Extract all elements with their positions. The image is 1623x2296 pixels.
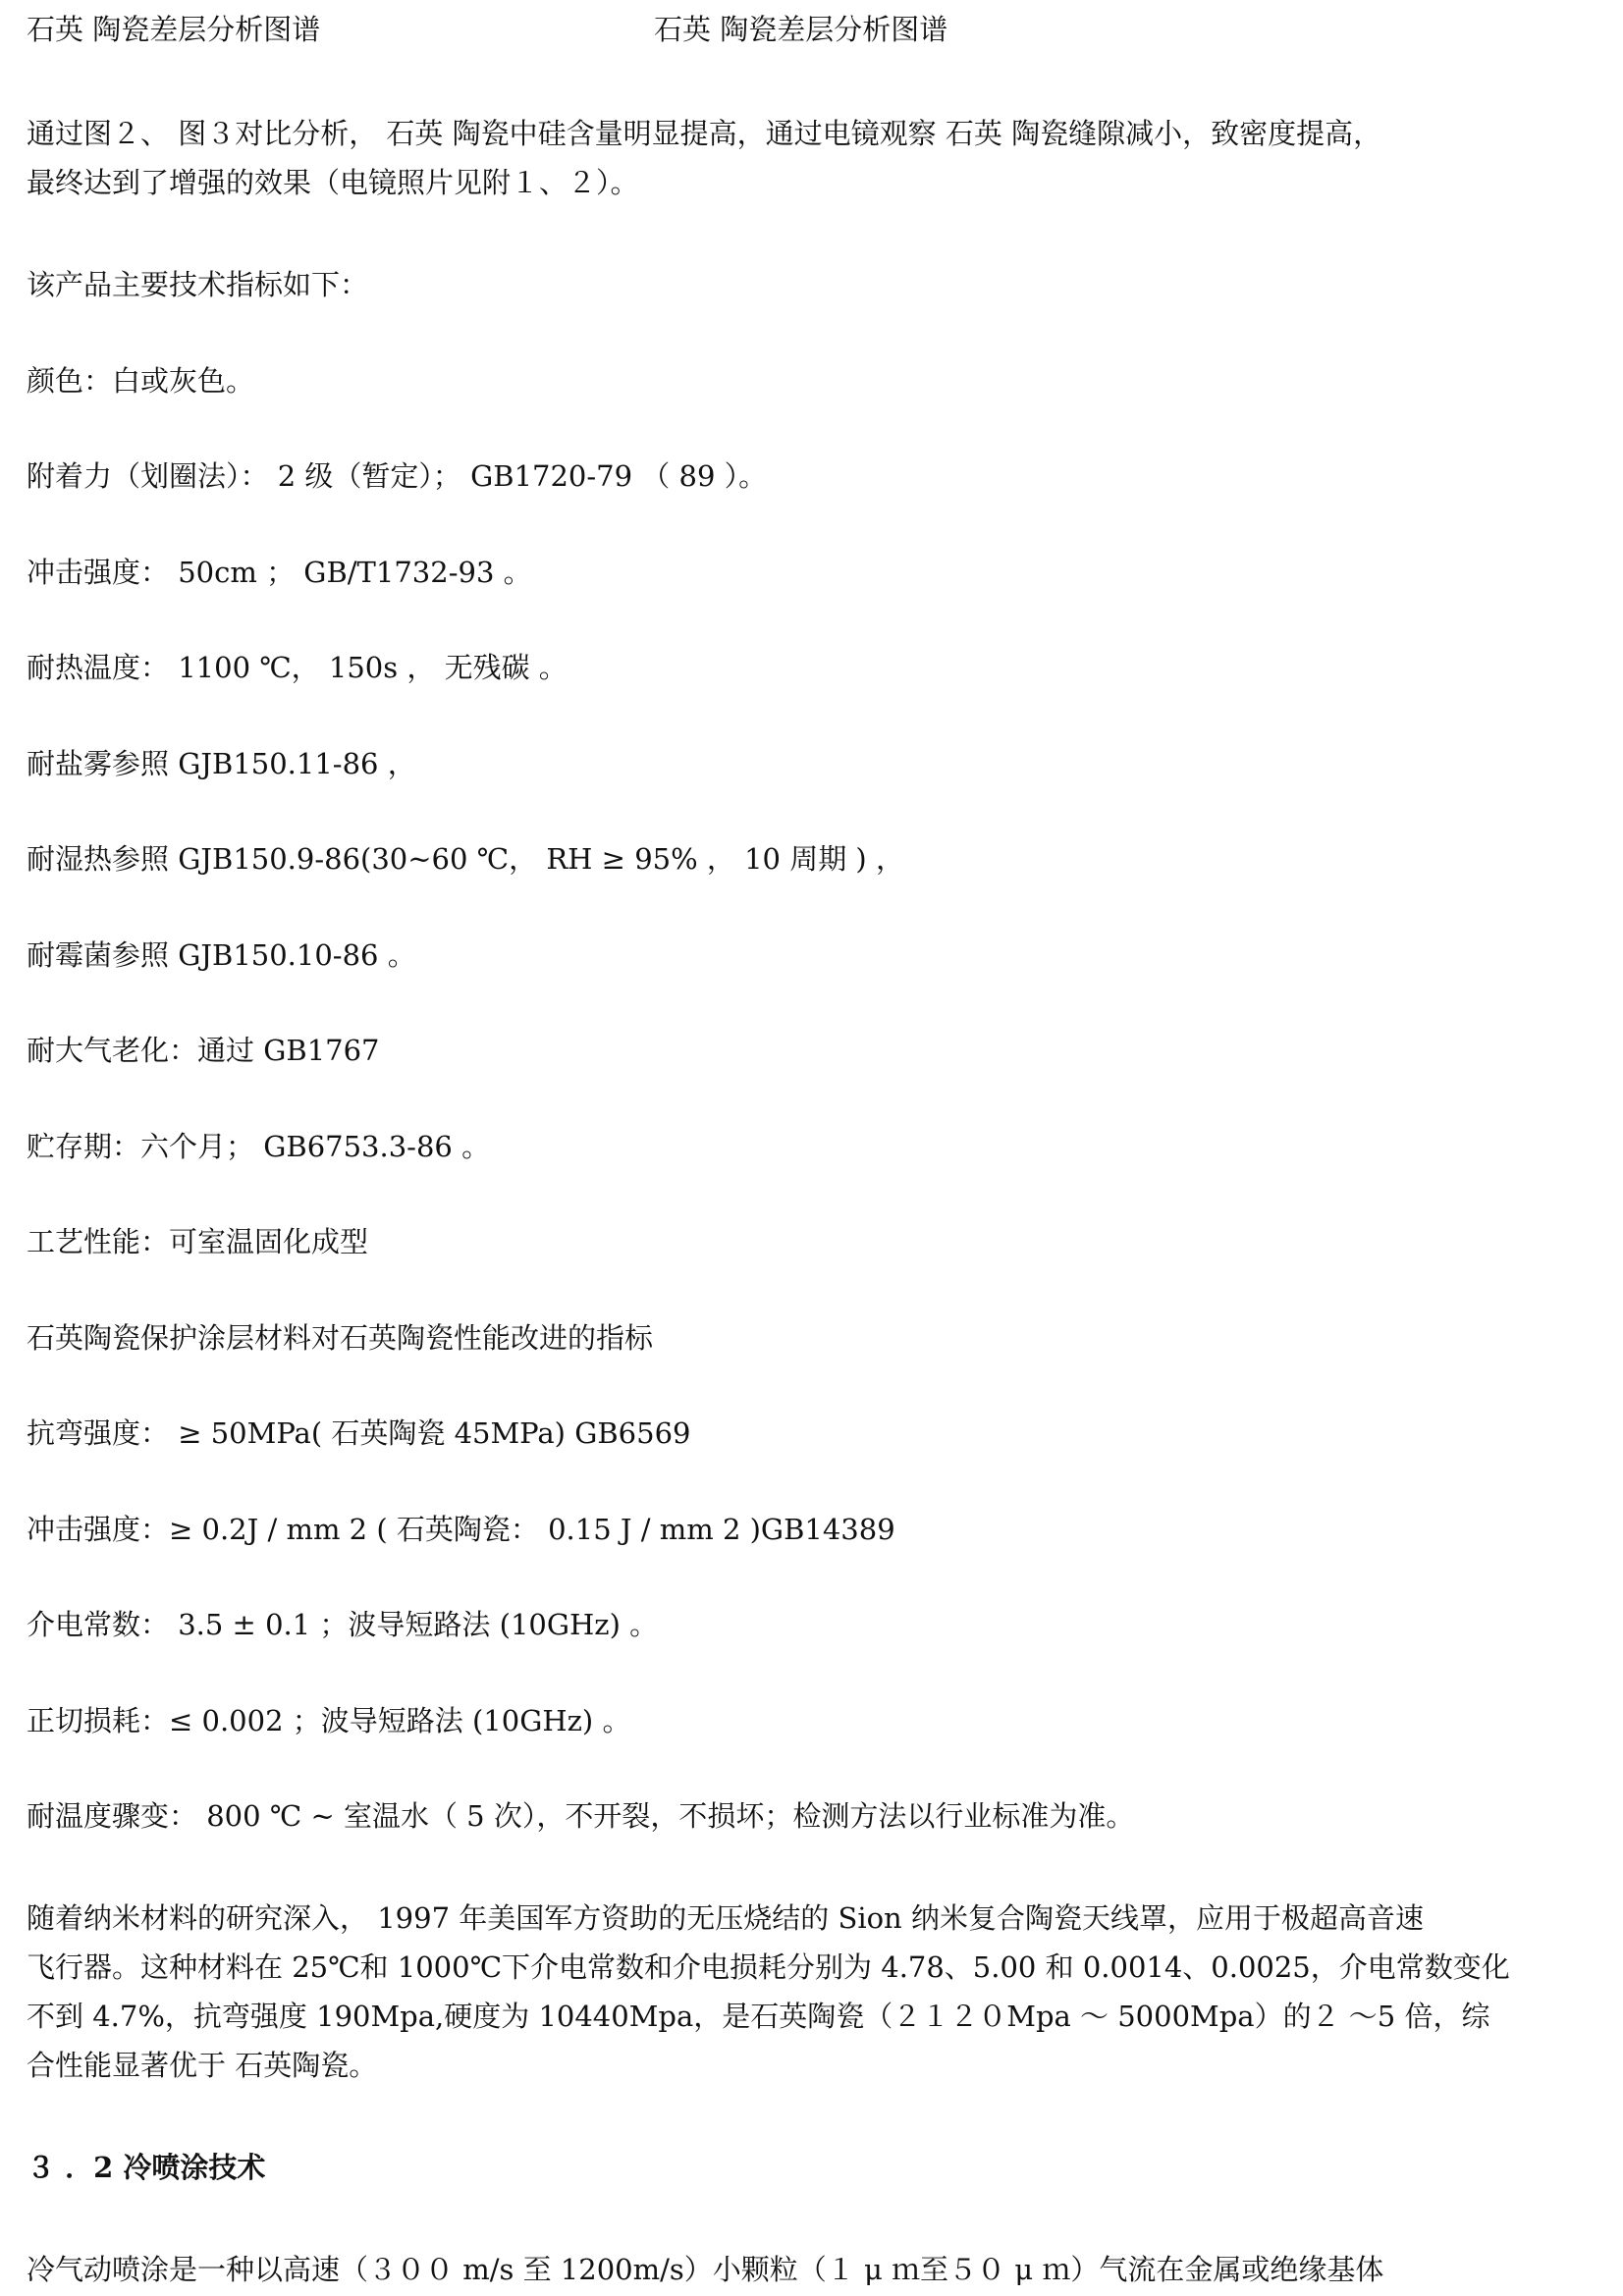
spec-item: 耐热温度： 1100 ℃， 150s ， 无残碳 。 bbox=[27, 651, 568, 684]
spec-item: 贮存期：六个月； GB6753.3-86 。 bbox=[27, 1130, 491, 1163]
spec-item: 冲击强度： 50cm ； GB/T1732-93 。 bbox=[27, 556, 532, 589]
improvement-item: 冲击强度：≥ 0.2J / mm 2 ( 石英陶瓷： 0.15 J / mm 2 )GB14389 bbox=[27, 1513, 895, 1546]
paragraph-line: 冷气动喷涂是一种以高速（３００ m/s 至 1200m/s）小颗粒（１ μ ｍ至５０ μ ｍ）气流在金属或绝缘基体 bbox=[27, 2253, 1384, 2286]
spec-item: 耐霉菌参照 GJB150.10-86 。 bbox=[27, 938, 416, 972]
improvement-item: 介电常数： 3.5 ± 0.1 ；波导短路法 (10GHz) 。 bbox=[27, 1608, 659, 1641]
improvement-item: 耐温度骤变： 800 ℃ ~ 室温水（ 5 次），不开裂，不损坏；检测方法以行业标准为准。 bbox=[27, 1799, 1135, 1833]
specs-title: 该产品主要技术指标如下： bbox=[27, 268, 369, 301]
nano-line-2: 飞行器。这种材料在 25℃和 1000℃下介电常数和介电损耗分别为 4.78、5.00 和 0.0014、0.0025，介电常数变化 bbox=[27, 1950, 1510, 1984]
spec-item: 颜色：白或灰色。 bbox=[27, 364, 255, 398]
nano-line-3: 不到 4.7%，抗弯强度 190Mpa,硬度为 10440Mpa，是石英陶瓷（２１２０Mpa ～ 5000Mpa）的２ ～5 倍，综 bbox=[27, 2000, 1490, 2033]
intro-line-1: 通过图２、 图３对比分析， 石英 陶瓷中硅含量明显提高，通过电镜观察 石英 陶瓷缝隙减小，致密度提高， bbox=[27, 117, 1382, 150]
nano-line-4: 合性能显著优于 石英陶瓷。 bbox=[27, 2049, 378, 2082]
improvement-item: 抗弯强度： ≥ 50MPa( 石英陶瓷 45MPa) GB6569 bbox=[27, 1416, 691, 1450]
spec-item: 耐湿热参照 GJB150.9-86(30~60 ℃， RH ≥ 95% ， 10 周期 ) ， bbox=[27, 842, 904, 876]
spec-item: 附着力（划圈法）： 2 级（暂定）； GB1720-79 （ 89 ）。 bbox=[27, 459, 768, 493]
nano-line-1: 随着纳米材料的研究深入， 1997 年美国军方资助的无压烧结的 Sion 纳米复合陶瓷天线罩，应用于极超高音速 bbox=[27, 1901, 1424, 1935]
section-heading: ３ ．2 冷喷涂技术 bbox=[27, 2151, 266, 2184]
improvement-title: 石英陶瓷保护涂层材料对石英陶瓷性能改进的指标 bbox=[27, 1321, 654, 1355]
figure-caption-left: 石英 陶瓷差层分析图谱 bbox=[27, 13, 321, 46]
intro-line-2: 最终达到了增强的效果（电镜照片见附１、２）。 bbox=[27, 166, 639, 199]
spec-item: 耐大气老化：通过 GB1767 bbox=[27, 1034, 380, 1067]
figure-caption-right: 石英 陶瓷差层分析图谱 bbox=[654, 13, 948, 46]
improvement-item: 正切损耗：≤ 0.002 ；波导短路法 (10GHz) 。 bbox=[27, 1704, 631, 1737]
spec-item: 耐盐雾参照 GJB150.11-86 ， bbox=[27, 747, 416, 780]
spec-item: 工艺性能：可室温固化成型 bbox=[27, 1225, 369, 1258]
